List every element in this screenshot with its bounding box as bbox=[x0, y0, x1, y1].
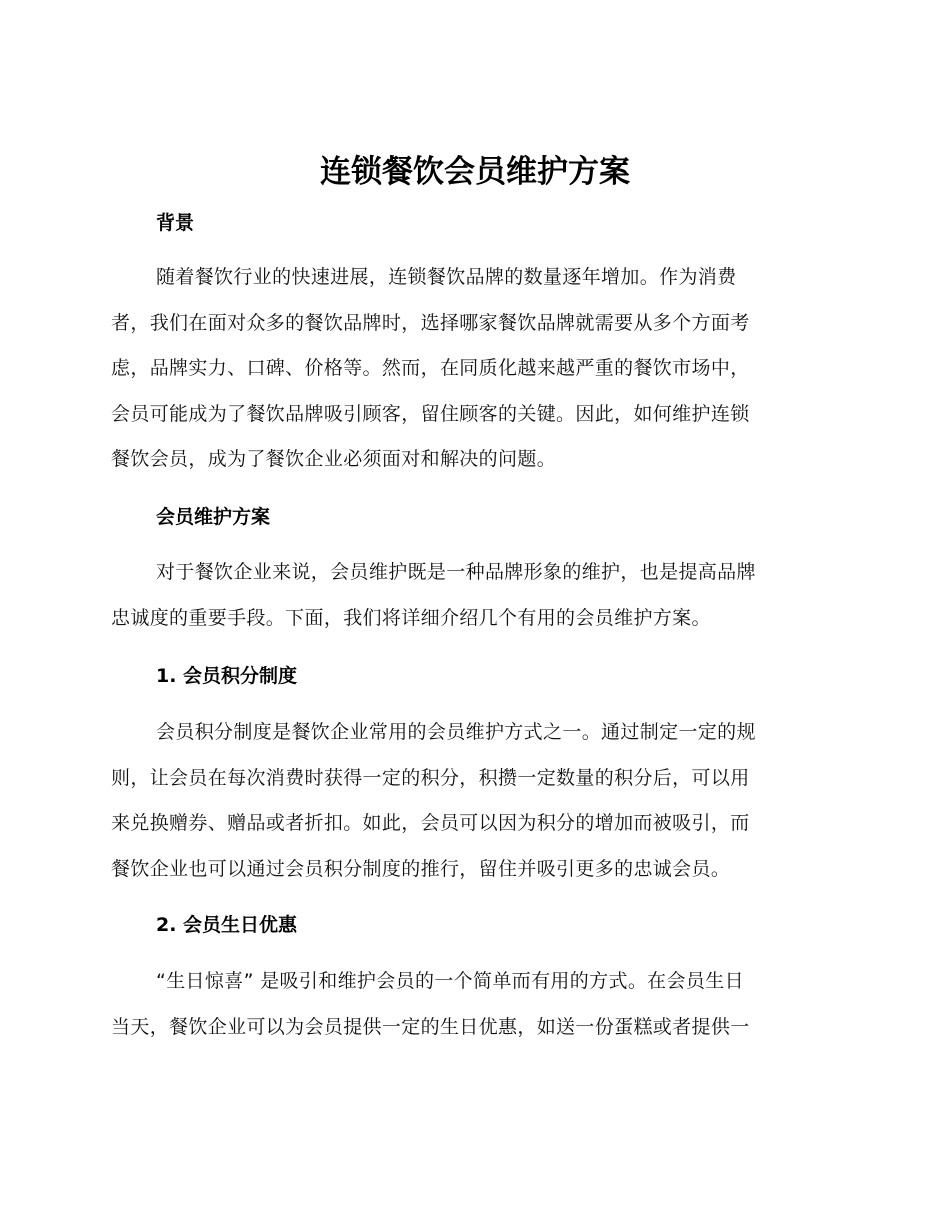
section-heading-birthday-offer: 2. 会员生日优惠 bbox=[156, 914, 298, 936]
paragraph-line: 会员积分制度是餐饮企业常用的会员维护方式之一。通过制定一定的规 bbox=[156, 721, 756, 743]
paragraph-birthday-offer bbox=[111, 959, 841, 1050]
paragraph-background bbox=[111, 255, 841, 483]
paragraph-line: 对于餐饮企业来说，会员维护既是一种品牌形象的维护，也是提高品牌 bbox=[156, 561, 756, 583]
paragraph-line: 餐饮会员，成为了餐饮企业必须面对和解决的问题。 bbox=[111, 448, 557, 471]
paragraph-line: 随着餐饮行业的快速进展，连锁餐饮品牌的数量逐年增加。作为消费 bbox=[156, 266, 737, 288]
section-heading-member-plan: 会员维护方案 bbox=[156, 506, 271, 528]
paragraph-line: 来兑换赠券、赠品或者折扣。如此，会员可以因为积分的增加而被吸引，而 bbox=[111, 812, 750, 835]
paragraph-line: 餐饮企业也可以通过会员积分制度的推行，留住并吸引更多的忠诚会员。 bbox=[111, 857, 731, 880]
paragraph-member-plan bbox=[111, 550, 841, 641]
paragraph-line: 虑，品牌实力、口碑、价格等。然而，在同质化越来越严重的餐饮市场中， bbox=[111, 357, 750, 380]
paragraph-line: 则，让会员在每次消费时获得一定的积分，积攒一定数量的积分后，可以用 bbox=[111, 766, 750, 789]
paragraph-line: 者，我们在面对众多的餐饮品牌时，选择哪家餐饮品牌就需要从多个方面考 bbox=[111, 311, 750, 334]
paragraph-points-system bbox=[111, 710, 841, 892]
paragraph-line: 忠诚度的重要手段。下面，我们将详细介绍几个有用的会员维护方案。 bbox=[111, 606, 711, 629]
section-heading-background: 背景 bbox=[156, 212, 195, 234]
document-title: 连锁餐饮会员维护方案 bbox=[320, 154, 630, 190]
section-heading-points-system: 1. 会员积分制度 bbox=[156, 665, 298, 687]
paragraph-line: 当天，餐饮企业可以为会员提供一定的生日优惠，如送一份蛋糕或者提供一 bbox=[111, 1015, 750, 1038]
paragraph-line: 会员可能成为了餐饮品牌吸引顾客，留住顾客的关键。因此，如何维护连锁 bbox=[111, 402, 750, 425]
paragraph-line: “生日惊喜” 是吸引和维护会员的一个简单而有用的方式。在会员生日 bbox=[156, 970, 744, 992]
